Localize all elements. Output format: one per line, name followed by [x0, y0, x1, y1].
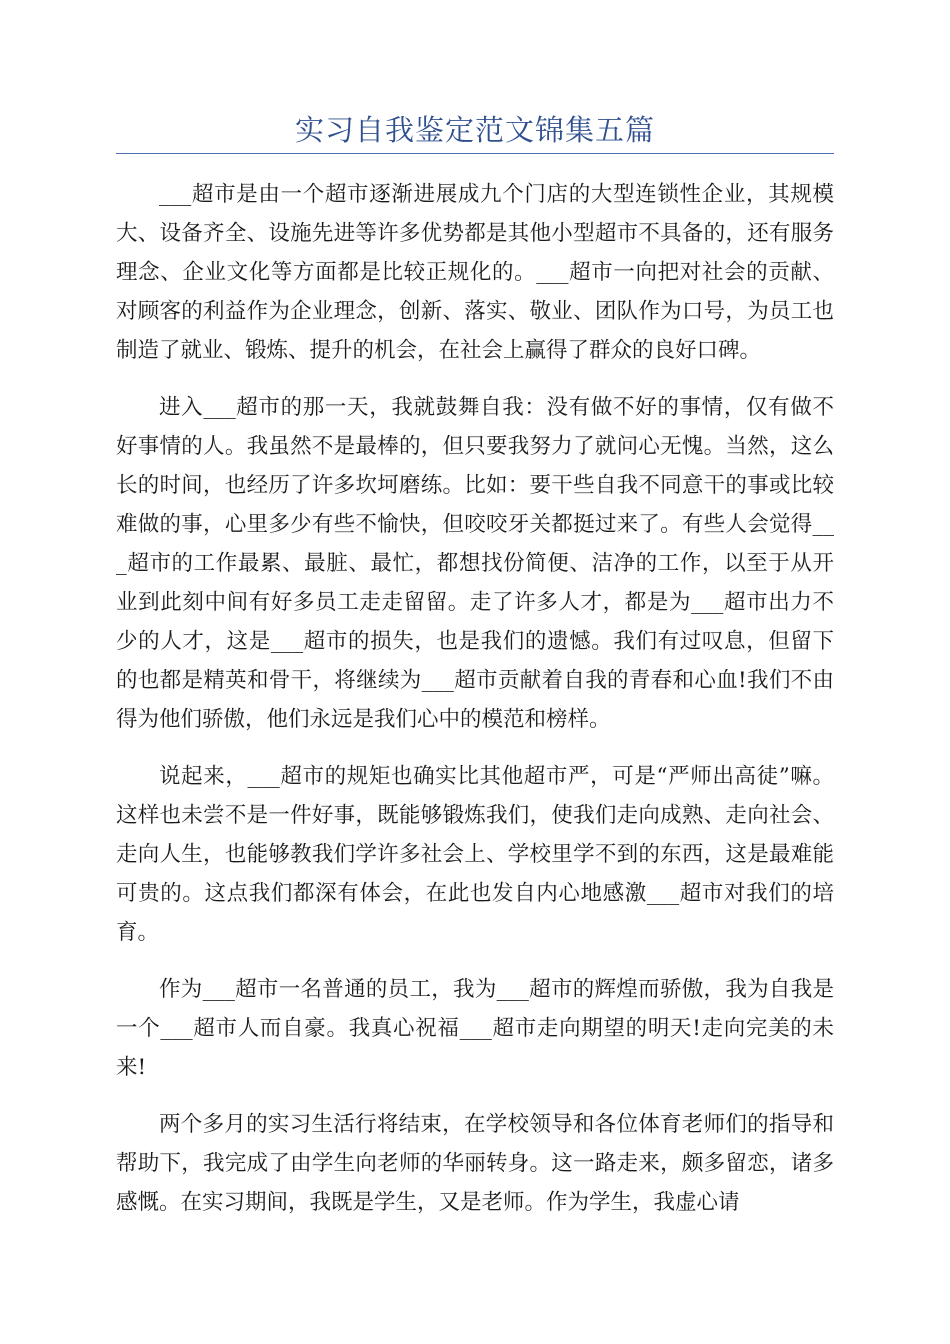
- document-body: [116, 175, 834, 1240]
- paragraph-4: 作为___超市一名普通的员工，我为___超市的辉煌而骄傲，我为自我是一个___超市人而自豪。我真心祝福___超市走向期望的明天!走向完美的未来!: [116, 977, 834, 1080]
- paragraph-5: 两个多月的实习生活行将结束，在学校领导和各位体育老师们的指导和帮助下，我完成了由学生向老师的华丽转身。这一路走来，颇多留恋，诸多感慨。在实习期间，我既是学生，又是老师。作为学生，我虚心请: [116, 1112, 834, 1215]
- title-underline: [116, 153, 834, 154]
- document-title: 实习自我鉴定范文锦集五篇: [294, 113, 655, 147]
- paragraph-2: 进入___超市的那一天，我就鼓舞自我：没有做不好的事情，仅有做不好事情的人。我虽然不是最棒的，但只要我努力了就问心无愧。当然，这么长的时间，也经历了许多坎坷磨练。比如：要干些自我不同意干的事或比较难做的事，心里多少有些不愉快，但咬咬牙关都挺过来了。有些人会觉得___超市的工作最累、最脏、最忙，都想找份简便、洁净的工作，以至于从开业到此刻中间有好多员工走走留留。走了许多人才，都是为___超市出力不少的人才，这是___超市的损失，也是我们的遗憾。我们有过叹息，但留下的也都是精英和骨干，将继续为___超市贡献着自我的青春和心血!我们不由得为他们骄傲，他们永远是我们心中的模范和榜样。: [116, 395, 834, 732]
- paragraph-3: 说起来，___超市的规矩也确实比其他超市严，可是“严师出高徒”嘛。这样也未尝不是一件好事，既能够锻炼我们，使我们走向成熟、走向社会、走向人生，也能够教我们学许多社会上、学校里学不到的东西，这是最难能可贵的。这点我们都深有体会，在此也发自内心地感激___超市对我们的培育。: [116, 764, 834, 945]
- paragraph-1: ___超市是由一个超市逐渐进展成九个门店的大型连锁性企业，其规模大、设备齐全、设施先进等许多优势都是其他小型超市不具备的，还有服务理念、企业文化等方面都是比较正规化的。___超市一向把对社会的贡献、对顾客的利益作为企业理念，创新、落实、敬业、团队作为口号，为员工也制造了就业、锻炼、提升的机会，在社会上赢得了群众的良好口碑。: [116, 182, 834, 363]
